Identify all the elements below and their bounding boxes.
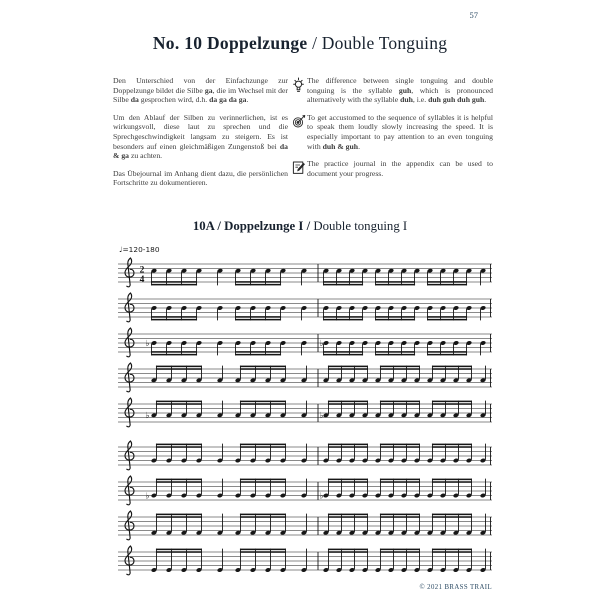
treble-clef [125,476,134,505]
staff-7 [118,474,492,508]
flat-accidental: ♭ [319,338,324,349]
flat-accidental: ♭ [319,491,324,502]
german-paragraph-2: Um den Ablauf der Silben zu verinnerlichen, ist es wirkungsvoll, diese laut zu sprechen und die Sprechgeschwindigkeit langsam zu steigern. Es ist besonders auf einen gleichmäßigen Zungenstoß bei da & ga zu achten. [113,112,288,161]
time-signature-upper: 2 [139,265,145,276]
title-separator: / [307,33,322,53]
staff-9 [118,544,492,578]
title-bold: No. 10 Doppelzunge [152,33,308,53]
treble-clef [125,511,134,540]
staff-6 [118,439,492,473]
english-paragraph-3: The practice journal in the appendix can be used to document your progress. [307,158,493,178]
section-heading-bold: 10A / Doppelzunge I / [192,219,314,233]
bulb-icon [290,76,307,105]
staff-2 [118,291,492,325]
treble-clef [125,328,134,357]
tempo-marking: ♩=120-180 [119,245,160,254]
flat-accidental: ♭ [145,338,150,349]
title-sub: Double Tonguing [321,33,448,53]
copyright-footer: © 2021 BRASS TRAIL [419,584,492,591]
treble-clef [125,546,134,575]
time-signature-lower: 4 [139,274,145,285]
english-paragraph-1: The difference between single tonguing and double tonguing is the syllable guh, which is pronounced alternatively with the syllable duh, i.e. duh guh duh guh. [307,76,493,105]
section-heading [0,219,600,234]
flat-accidental: ♭ [319,411,324,422]
english-item-1 [290,76,493,105]
staff-3 [118,326,492,360]
english-item-3 [290,159,493,178]
english-paragraph-2: To get accustomed to the sequence of syllables it is helpful to speak them loudly slowly increasing the speed. It is especially important to pay attention to an even tonguing with duh & guh. [307,112,493,151]
page-title [0,33,600,54]
staves [118,256,492,579]
page-number: 57 [469,10,478,20]
staff-8 [118,509,492,543]
english-column [290,76,493,196]
journal-icon [290,159,307,178]
treble-clef [125,363,134,392]
treble-clef [125,441,134,470]
flat-accidental: ♭ [145,491,150,502]
staff-5 [118,396,492,430]
staff-4 [118,361,492,395]
treble-clef [125,258,134,287]
flat-accidental: ♭ [145,411,150,422]
english-item-2 [290,113,493,152]
staff-1 [118,256,492,290]
intro-section [113,76,493,196]
german-paragraph-3: Das Übejournal im Anhang dient dazu, die persönlichen Fortschritte zu dokumentieren. [113,168,288,188]
section-heading-regular: Double tonguing I [313,219,408,233]
treble-clef [125,293,134,322]
german-paragraph-1: Den Unterschied von der Einfachzunge zur Doppelzunge bildet die Silbe ga, die im Wechsel mit der Silbe da gesprochen wird, d.h. da ga da ga. [113,76,288,105]
german-column [113,76,288,196]
treble-clef [125,398,134,427]
target-icon [290,113,307,152]
